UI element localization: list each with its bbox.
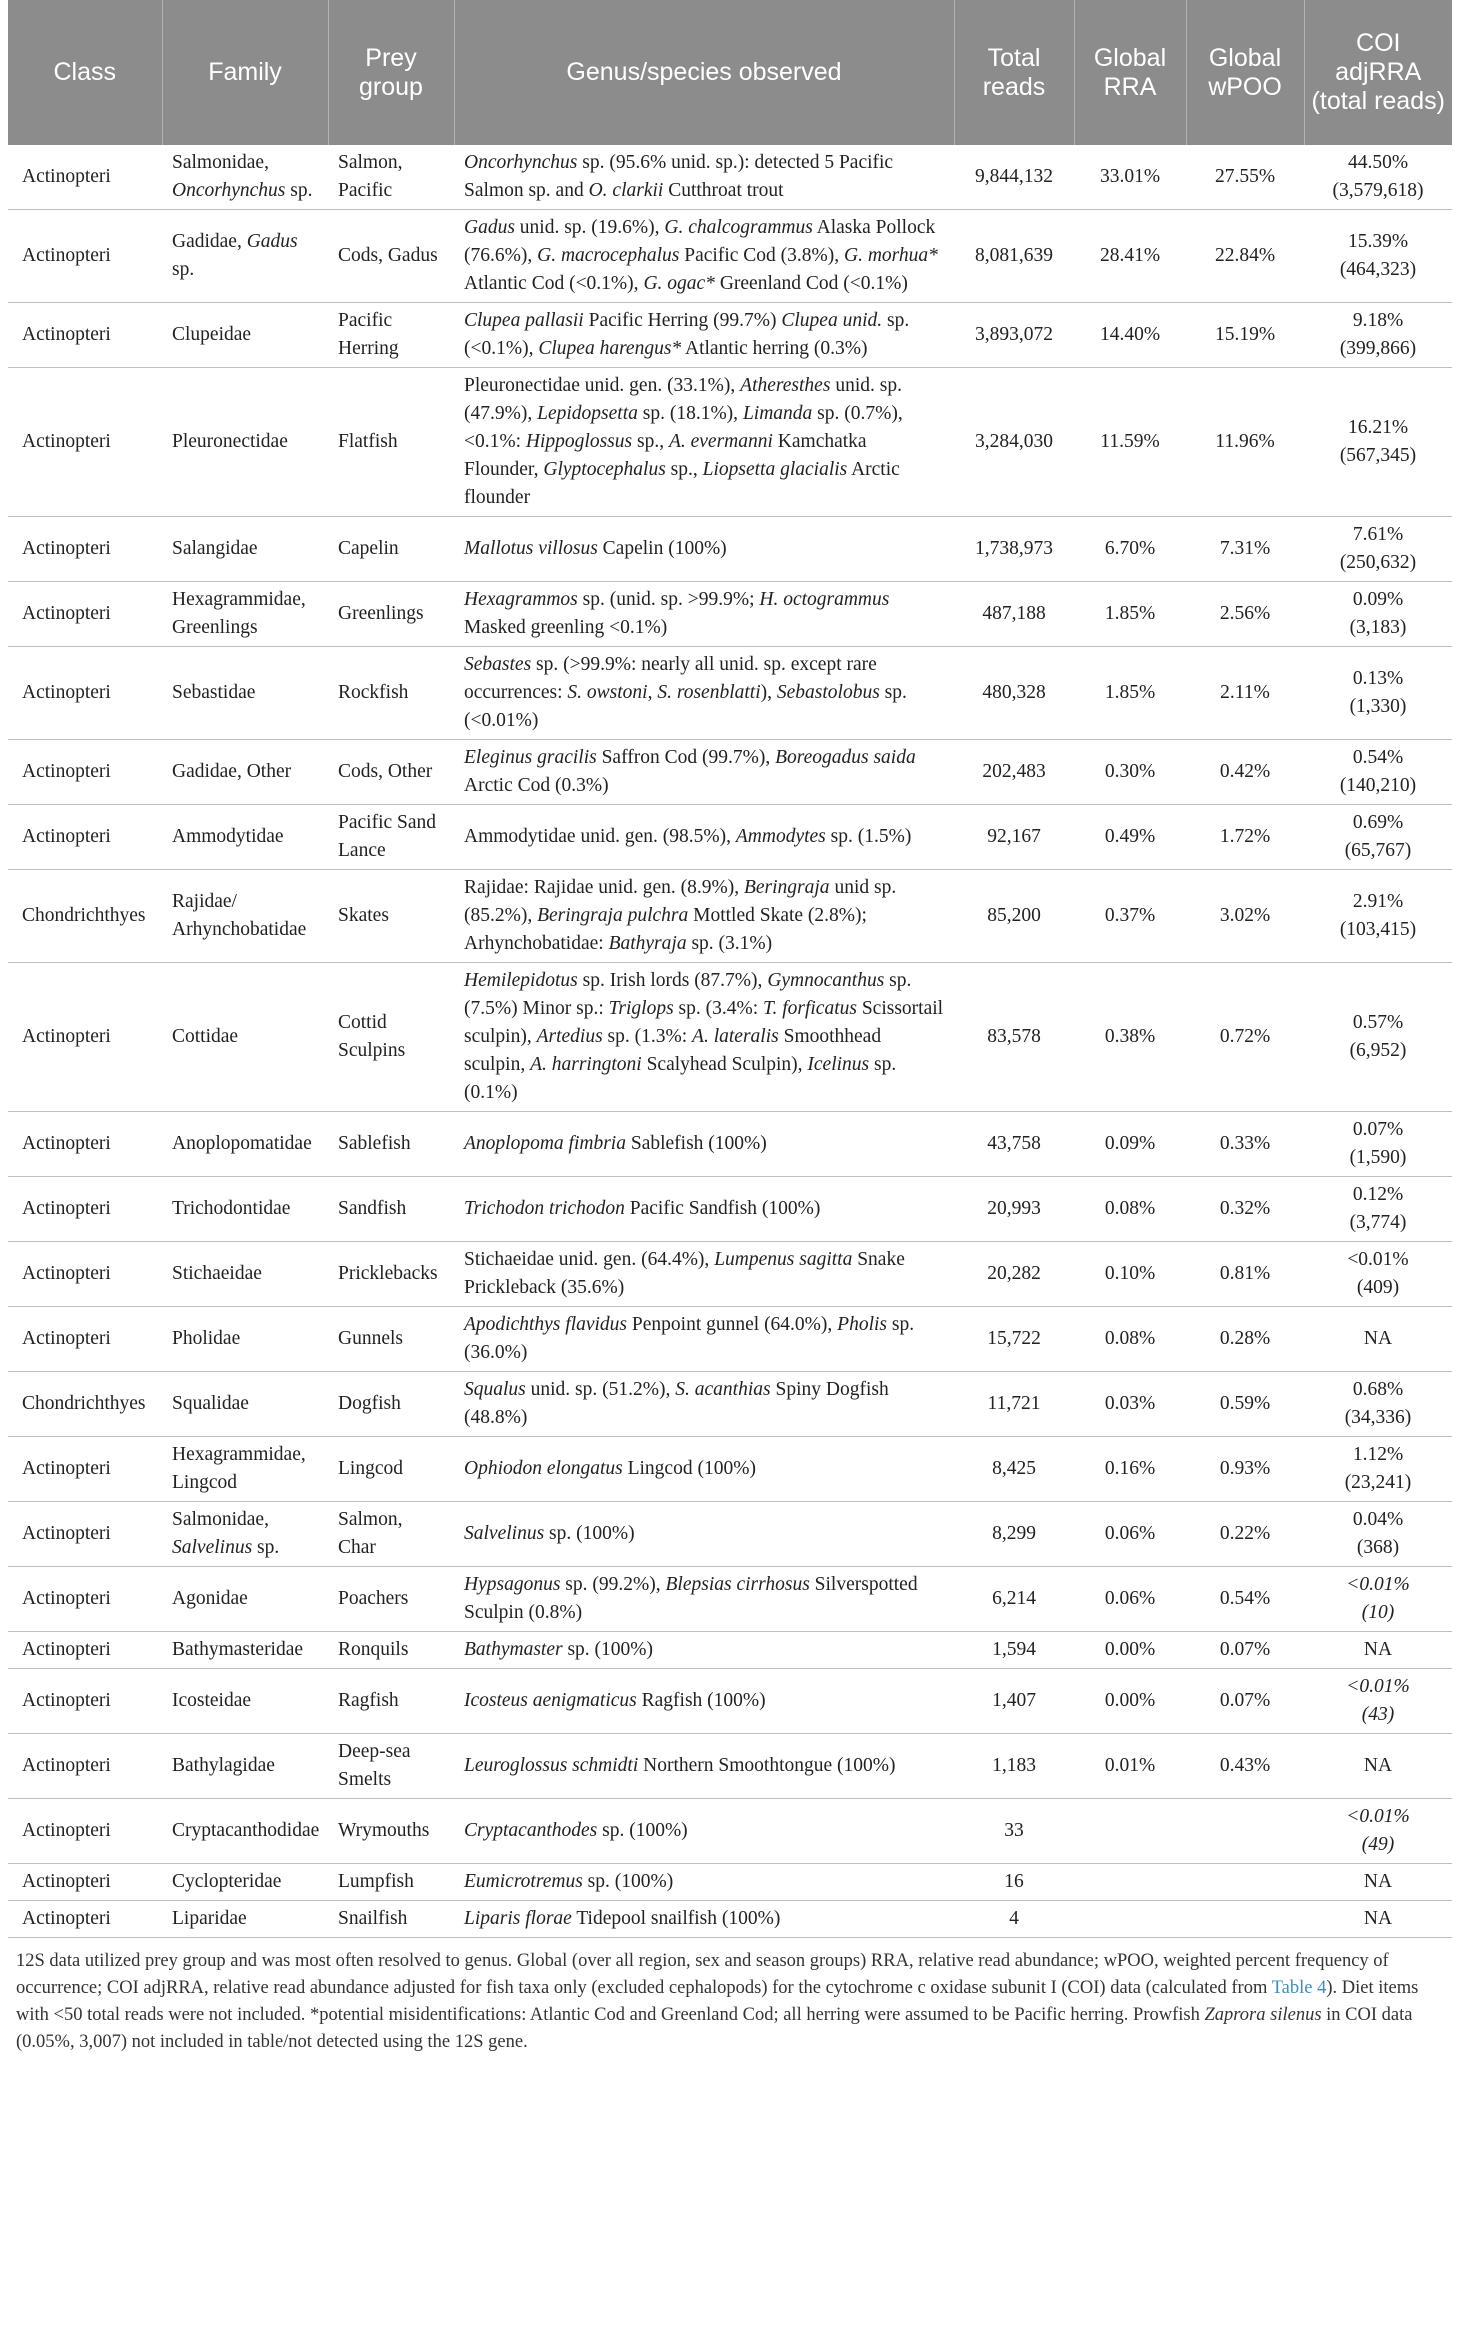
- prey-group-cell: Greenlings: [328, 582, 454, 647]
- global-rra-cell: 0.49%: [1074, 805, 1186, 870]
- global-rra-cell: [1074, 1864, 1186, 1901]
- coi-adjrra-value: 0.04%: [1352, 1509, 1404, 1530]
- family-cell: Icosteidae: [162, 1669, 328, 1734]
- col-header-family: Family: [162, 0, 328, 145]
- prey-group-cell: Deep-sea Smelts: [328, 1734, 454, 1799]
- coi-total-reads: (250,632): [1339, 552, 1417, 573]
- species-cell: Hexagrammos sp. (unid. sp. >99.9%; H. octogrammus Masked greenling <0.1%): [454, 582, 954, 647]
- table-row: [8, 1177, 1452, 1242]
- coi-total-reads: (34,336): [1344, 1407, 1412, 1428]
- global-rra-cell: [1074, 1901, 1186, 1938]
- table-row: [8, 368, 1452, 517]
- col-header-class: Class: [8, 0, 162, 145]
- prey-group-cell: Lingcod: [328, 1437, 454, 1502]
- prey-group-cell: Salmon, Char: [328, 1502, 454, 1567]
- global-rra-cell: 1.85%: [1074, 647, 1186, 740]
- col-header-coi-adjrra: COI adjRRA (total reads): [1304, 0, 1452, 145]
- global-rra-cell: 6.70%: [1074, 517, 1186, 582]
- family-cell: Salangidae: [162, 517, 328, 582]
- global-rra-cell: 0.06%: [1074, 1502, 1186, 1567]
- coi-adjrra-cell: [1304, 1799, 1452, 1864]
- coi-adjrra-cell: [1304, 368, 1452, 517]
- coi-adjrra-cell: [1304, 1112, 1452, 1177]
- class-cell: Actinopteri: [8, 963, 162, 1112]
- species-cell: Anoplopoma fimbria Sablefish (100%): [454, 1112, 954, 1177]
- global-rra-cell: 0.08%: [1074, 1307, 1186, 1372]
- table-row: [8, 740, 1452, 805]
- class-cell: Actinopteri: [8, 368, 162, 517]
- species-cell: Mallotus villosus Capelin (100%): [454, 517, 954, 582]
- footnote-prowfish-species: Zaprora silenus: [1204, 2005, 1322, 2025]
- coi-adjrra-value: 0.07%: [1352, 1119, 1404, 1140]
- coi-adjrra-cell: [1304, 1567, 1452, 1632]
- prey-group-cell: Ragfish: [328, 1669, 454, 1734]
- coi-total-reads: (3,183): [1349, 617, 1407, 638]
- coi-adjrra-value: NA: [1363, 1639, 1393, 1660]
- species-cell: Hypsagonus sp. (99.2%), Blepsias cirrhosus Silverspotted Sculpin (0.8%): [454, 1567, 954, 1632]
- prey-group-cell: Skates: [328, 870, 454, 963]
- coi-adjrra-value: <0.01%: [1347, 1249, 1409, 1270]
- coi-total-reads: (464,323): [1339, 259, 1417, 280]
- table-row: [8, 210, 1452, 303]
- table-row: [8, 1372, 1452, 1437]
- prey-group-cell: Pacific Sand Lance: [328, 805, 454, 870]
- col-header-global-wpoo: Global wPOO: [1186, 0, 1304, 145]
- prey-group-cell: Snailfish: [328, 1901, 454, 1938]
- prey-group-cell: Poachers: [328, 1567, 454, 1632]
- coi-adjrra-cell: [1304, 1669, 1452, 1734]
- total-reads-cell: 16: [954, 1864, 1074, 1901]
- species-cell: Sebastes sp. (>99.9%: nearly all unid. sp. except rare occurrences: S. owstoni, S. rosenblatti), Sebastolobus sp. (<0.01%): [454, 647, 954, 740]
- family-cell: Cottidae: [162, 963, 328, 1112]
- coi-adjrra-value: 0.68%: [1352, 1379, 1404, 1400]
- global-wpoo-cell: 2.11%: [1186, 647, 1304, 740]
- global-wpoo-cell: 0.07%: [1186, 1632, 1304, 1669]
- coi-adjrra-value: <0.01%: [1346, 1806, 1410, 1827]
- global-rra-cell: [1074, 1799, 1186, 1864]
- total-reads-cell: 4: [954, 1901, 1074, 1938]
- coi-adjrra-cell: [1304, 1242, 1452, 1307]
- col-header-total-reads: Total reads: [954, 0, 1074, 145]
- coi-total-reads: (409): [1356, 1277, 1400, 1298]
- family-cell: Ammodytidae: [162, 805, 328, 870]
- total-reads-cell: 20,993: [954, 1177, 1074, 1242]
- prey-group-cell: Gunnels: [328, 1307, 454, 1372]
- species-cell: Bathymaster sp. (100%): [454, 1632, 954, 1669]
- class-cell: Actinopteri: [8, 1669, 162, 1734]
- global-rra-cell: 0.30%: [1074, 740, 1186, 805]
- table-row: [8, 303, 1452, 368]
- coi-adjrra-value: NA: [1363, 1755, 1393, 1776]
- total-reads-cell: 6,214: [954, 1567, 1074, 1632]
- class-cell: Actinopteri: [8, 1177, 162, 1242]
- family-cell: Bathylagidae: [162, 1734, 328, 1799]
- global-wpoo-cell: [1186, 1901, 1304, 1938]
- coi-adjrra-value: 0.69%: [1352, 812, 1404, 833]
- family-cell: Pholidae: [162, 1307, 328, 1372]
- table-row: [8, 1437, 1452, 1502]
- coi-adjrra-cell: [1304, 1307, 1452, 1372]
- global-rra-cell: 28.41%: [1074, 210, 1186, 303]
- coi-adjrra-cell: [1304, 1502, 1452, 1567]
- global-rra-cell: 0.08%: [1074, 1177, 1186, 1242]
- global-wpoo-cell: [1186, 1799, 1304, 1864]
- coi-total-reads: (10): [1361, 1602, 1395, 1623]
- coi-adjrra-cell: [1304, 740, 1452, 805]
- class-cell: Actinopteri: [8, 1567, 162, 1632]
- global-wpoo-cell: 27.55%: [1186, 145, 1304, 210]
- family-cell: Salmonidae, Oncorhynchus sp.: [162, 145, 328, 210]
- coi-adjrra-cell: [1304, 517, 1452, 582]
- global-rra-cell: 0.10%: [1074, 1242, 1186, 1307]
- species-cell: Leuroglossus schmidti Northern Smoothtongue (100%): [454, 1734, 954, 1799]
- col-header-species: Genus/species observed: [454, 0, 954, 145]
- species-cell: Oncorhynchus sp. (95.6% unid. sp.): detected 5 Pacific Salmon sp. and O. clarkii Cutthroat trout: [454, 145, 954, 210]
- coi-adjrra-value: 15.39%: [1347, 231, 1409, 252]
- total-reads-cell: 83,578: [954, 963, 1074, 1112]
- prey-group-cell: Wrymouths: [328, 1799, 454, 1864]
- coi-adjrra-cell: [1304, 870, 1452, 963]
- coi-adjrra-value: 0.57%: [1352, 1012, 1404, 1033]
- global-wpoo-cell: 0.43%: [1186, 1734, 1304, 1799]
- prey-group-cell: Pricklebacks: [328, 1242, 454, 1307]
- prey-group-cell: Sandfish: [328, 1177, 454, 1242]
- global-rra-cell: 0.16%: [1074, 1437, 1186, 1502]
- total-reads-cell: 9,844,132: [954, 145, 1074, 210]
- coi-total-reads: (43): [1361, 1704, 1395, 1725]
- family-cell: Cryptacanthodidae: [162, 1799, 328, 1864]
- table-4-link[interactable]: Table 4: [1271, 1978, 1327, 1998]
- global-wpoo-cell: 0.93%: [1186, 1437, 1304, 1502]
- coi-adjrra-cell: [1304, 1437, 1452, 1502]
- species-cell: Eumicrotremus sp. (100%): [454, 1864, 954, 1901]
- table-row: [8, 870, 1452, 963]
- prey-group-cell: Sablefish: [328, 1112, 454, 1177]
- coi-adjrra-value: <0.01%: [1346, 1676, 1410, 1697]
- family-cell: Trichodontidae: [162, 1177, 328, 1242]
- class-cell: Actinopteri: [8, 647, 162, 740]
- global-wpoo-cell: 0.81%: [1186, 1242, 1304, 1307]
- class-cell: Actinopteri: [8, 1901, 162, 1938]
- table-row: [8, 1502, 1452, 1567]
- coi-total-reads: (23,241): [1344, 1472, 1412, 1493]
- family-cell: Pleuronectidae: [162, 368, 328, 517]
- col-header-global-rra: Global RRA: [1074, 0, 1186, 145]
- global-rra-cell: 0.03%: [1074, 1372, 1186, 1437]
- global-wpoo-cell: 3.02%: [1186, 870, 1304, 963]
- prey-table: [8, 0, 1452, 1938]
- family-cell: Stichaeidae: [162, 1242, 328, 1307]
- coi-adjrra-cell: [1304, 1632, 1452, 1669]
- prey-group-cell: Ronquils: [328, 1632, 454, 1669]
- footnote-text-1: 12S data utilized prey group and was most often resolved to genus. Global (over all region, sex and season groups) RRA, relative read abundance; wPOO, weighted percent frequency of occurrence; COI adjRRA, relative read abundance adjusted for fish taxa only (excluded cephalopods) for the cytochrome c oxidase subunit I (COI) data (calculated from: [16, 1951, 1389, 1998]
- table-row: [8, 1734, 1452, 1799]
- coi-adjrra-value: 0.13%: [1352, 668, 1404, 689]
- prey-group-cell: Cottid Sculpins: [328, 963, 454, 1112]
- table-row: [8, 805, 1452, 870]
- global-wpoo-cell: [1186, 1864, 1304, 1901]
- family-cell: Bathymasteridae: [162, 1632, 328, 1669]
- species-cell: Cryptacanthodes sp. (100%): [454, 1799, 954, 1864]
- class-cell: Actinopteri: [8, 210, 162, 303]
- coi-adjrra-cell: [1304, 1901, 1452, 1938]
- class-cell: Actinopteri: [8, 1242, 162, 1307]
- family-cell: Gadidae, Other: [162, 740, 328, 805]
- class-cell: Actinopteri: [8, 805, 162, 870]
- coi-total-reads: (3,774): [1349, 1212, 1407, 1233]
- total-reads-cell: 3,893,072: [954, 303, 1074, 368]
- footnote-text-2: ). Diet items with <50 total reads were not included. *potential misidentifications: Atlantic Cod and Greenland Cod; all herring were assumed to be Pacific herring. Prowfish: [16, 1978, 1419, 2025]
- global-wpoo-cell: 15.19%: [1186, 303, 1304, 368]
- table-row: [8, 1632, 1452, 1669]
- prey-group-cell: Salmon, Pacific: [328, 145, 454, 210]
- coi-total-reads: (49): [1361, 1834, 1395, 1855]
- global-wpoo-cell: 0.42%: [1186, 740, 1304, 805]
- family-cell: Anoplopomatidae: [162, 1112, 328, 1177]
- table-row: [8, 1864, 1452, 1901]
- species-cell: Rajidae: Rajidae unid. gen. (8.9%), Beringraja unid sp. (85.2%), Beringraja pulchra Mottled Skate (2.8%); Arhynchobatidae: Bathyraja sp. (3.1%): [454, 870, 954, 963]
- family-cell: Hexagrammidae, Greenlings: [162, 582, 328, 647]
- species-cell: Pleuronectidae unid. gen. (33.1%), Atheresthes unid. sp. (47.9%), Lepidopsetta sp. (18.1%), Limanda sp. (0.7%), <0.1%: Hippoglossus sp., A. evermanni Kamchatka Flounder, Glyptocephalus sp., Liopsetta glacialis Arctic flounder: [454, 368, 954, 517]
- species-cell: Stichaeidae unid. gen. (64.4%), Lumpenus sagitta Snake Prickleback (35.6%): [454, 1242, 954, 1307]
- prey-group-cell: Cods, Gadus: [328, 210, 454, 303]
- coi-adjrra-value: NA: [1363, 1871, 1393, 1892]
- total-reads-cell: 20,282: [954, 1242, 1074, 1307]
- coi-adjrra-value: 9.18%: [1352, 310, 1404, 331]
- coi-adjrra-value: NA: [1363, 1908, 1393, 1929]
- coi-adjrra-cell: [1304, 1864, 1452, 1901]
- class-cell: Actinopteri: [8, 1437, 162, 1502]
- species-cell: Hemilepidotus sp. Irish lords (87.7%), Gymnocanthus sp. (7.5%) Minor sp.: Triglops sp. (3.4%: T. forficatus Scissortail sculpin), Artedius sp. (1.3%: A. lateralis Smoothhead sculpin, A. harringtoni Scalyhead Sculpin), Icelinus sp. (0.1%): [454, 963, 954, 1112]
- coi-total-reads: (567,345): [1339, 445, 1417, 466]
- coi-adjrra-value: 7.61%: [1352, 524, 1404, 545]
- family-cell: Sebastidae: [162, 647, 328, 740]
- table-row: [8, 1242, 1452, 1307]
- class-cell: Actinopteri: [8, 582, 162, 647]
- global-rra-cell: 33.01%: [1074, 145, 1186, 210]
- coi-adjrra-cell: [1304, 303, 1452, 368]
- prey-group-cell: Dogfish: [328, 1372, 454, 1437]
- table-row: [8, 145, 1452, 210]
- coi-adjrra-cell: [1304, 1734, 1452, 1799]
- coi-total-reads: (3,579,618): [1332, 180, 1424, 201]
- global-wpoo-cell: 11.96%: [1186, 368, 1304, 517]
- prey-group-cell: Cods, Other: [328, 740, 454, 805]
- header-row: [8, 0, 1452, 145]
- class-cell: Actinopteri: [8, 1799, 162, 1864]
- table-row: [8, 1112, 1452, 1177]
- global-rra-cell: 14.40%: [1074, 303, 1186, 368]
- table-row: [8, 1901, 1452, 1938]
- class-cell: Chondrichthyes: [8, 1372, 162, 1437]
- coi-adjrra-value: 1.12%: [1352, 1444, 1404, 1465]
- species-cell: Liparis florae Tidepool snailfish (100%): [454, 1901, 954, 1938]
- global-rra-cell: 0.00%: [1074, 1669, 1186, 1734]
- global-rra-cell: 0.06%: [1074, 1567, 1186, 1632]
- table-row: [8, 647, 1452, 740]
- global-rra-cell: 0.38%: [1074, 963, 1186, 1112]
- total-reads-cell: 1,183: [954, 1734, 1074, 1799]
- coi-adjrra-value: 16.21%: [1347, 417, 1409, 438]
- table-row: [8, 517, 1452, 582]
- family-cell: Salmonidae, Salvelinus sp.: [162, 1502, 328, 1567]
- table-row: [8, 1307, 1452, 1372]
- total-reads-cell: 480,328: [954, 647, 1074, 740]
- coi-adjrra-cell: [1304, 1177, 1452, 1242]
- total-reads-cell: 1,594: [954, 1632, 1074, 1669]
- coi-adjrra-cell: [1304, 145, 1452, 210]
- class-cell: Actinopteri: [8, 1502, 162, 1567]
- global-wpoo-cell: 22.84%: [1186, 210, 1304, 303]
- class-cell: Actinopteri: [8, 740, 162, 805]
- global-wpoo-cell: 0.54%: [1186, 1567, 1304, 1632]
- global-wpoo-cell: 2.56%: [1186, 582, 1304, 647]
- total-reads-cell: 92,167: [954, 805, 1074, 870]
- table-row: [8, 1669, 1452, 1734]
- coi-total-reads: (103,415): [1339, 919, 1417, 940]
- family-cell: Clupeidae: [162, 303, 328, 368]
- total-reads-cell: 8,425: [954, 1437, 1074, 1502]
- total-reads-cell: 11,721: [954, 1372, 1074, 1437]
- family-cell: Agonidae: [162, 1567, 328, 1632]
- coi-adjrra-cell: [1304, 963, 1452, 1112]
- class-cell: Actinopteri: [8, 145, 162, 210]
- class-cell: Chondrichthyes: [8, 870, 162, 963]
- coi-adjrra-value: NA: [1363, 1328, 1393, 1349]
- coi-adjrra-cell: [1304, 647, 1452, 740]
- global-rra-cell: 11.59%: [1074, 368, 1186, 517]
- coi-adjrra-value: 44.50%: [1347, 152, 1409, 173]
- family-cell: Liparidae: [162, 1901, 328, 1938]
- family-cell: Rajidae/ Arhynchobatidae: [162, 870, 328, 963]
- prey-group-cell: Rockfish: [328, 647, 454, 740]
- coi-adjrra-cell: [1304, 1372, 1452, 1437]
- class-cell: Actinopteri: [8, 1734, 162, 1799]
- global-rra-cell: 1.85%: [1074, 582, 1186, 647]
- coi-adjrra-value: 0.54%: [1352, 747, 1404, 768]
- coi-total-reads: (399,866): [1339, 338, 1417, 359]
- prey-group-cell: Capelin: [328, 517, 454, 582]
- global-rra-cell: 0.00%: [1074, 1632, 1186, 1669]
- table-row: [8, 963, 1452, 1112]
- global-rra-cell: 0.01%: [1074, 1734, 1186, 1799]
- coi-total-reads: (368): [1356, 1537, 1400, 1558]
- class-cell: Actinopteri: [8, 303, 162, 368]
- global-wpoo-cell: 0.33%: [1186, 1112, 1304, 1177]
- global-wpoo-cell: 0.32%: [1186, 1177, 1304, 1242]
- coi-adjrra-value: 0.12%: [1352, 1184, 1404, 1205]
- family-cell: Squalidae: [162, 1372, 328, 1437]
- species-cell: Icosteus aenigmaticus Ragfish (100%): [454, 1669, 954, 1734]
- total-reads-cell: 15,722: [954, 1307, 1074, 1372]
- species-cell: Apodichthys flavidus Penpoint gunnel (64.0%), Pholis sp. (36.0%): [454, 1307, 954, 1372]
- global-wpoo-cell: 1.72%: [1186, 805, 1304, 870]
- species-cell: Squalus unid. sp. (51.2%), S. acanthias Spiny Dogfish (48.8%): [454, 1372, 954, 1437]
- species-cell: Trichodon trichodon Pacific Sandfish (100%): [454, 1177, 954, 1242]
- species-cell: Ammodytidae unid. gen. (98.5%), Ammodytes sp. (1.5%): [454, 805, 954, 870]
- global-wpoo-cell: 0.22%: [1186, 1502, 1304, 1567]
- global-wpoo-cell: 7.31%: [1186, 517, 1304, 582]
- class-cell: Actinopteri: [8, 517, 162, 582]
- class-cell: Actinopteri: [8, 1307, 162, 1372]
- total-reads-cell: 1,738,973: [954, 517, 1074, 582]
- table-row: [8, 1567, 1452, 1632]
- total-reads-cell: 202,483: [954, 740, 1074, 805]
- coi-adjrra-cell: [1304, 582, 1452, 647]
- coi-adjrra-value: 2.91%: [1352, 891, 1404, 912]
- class-cell: Actinopteri: [8, 1112, 162, 1177]
- global-rra-cell: 0.09%: [1074, 1112, 1186, 1177]
- coi-adjrra-value: <0.01%: [1346, 1574, 1410, 1595]
- table-row: [8, 582, 1452, 647]
- global-wpoo-cell: 0.59%: [1186, 1372, 1304, 1437]
- class-cell: Actinopteri: [8, 1864, 162, 1901]
- coi-adjrra-cell: [1304, 805, 1452, 870]
- family-cell: Cyclopteridae: [162, 1864, 328, 1901]
- total-reads-cell: 85,200: [954, 870, 1074, 963]
- prey-group-cell: Flatfish: [328, 368, 454, 517]
- total-reads-cell: 487,188: [954, 582, 1074, 647]
- footnote-text-3: in COI data (0.05%, 3,007) not included in table/not detected using the 12S gene.: [16, 2005, 1413, 2052]
- prey-group-cell: Lumpfish: [328, 1864, 454, 1901]
- species-cell: Eleginus gracilis Saffron Cod (99.7%), Boreogadus saida Arctic Cod (0.3%): [454, 740, 954, 805]
- global-wpoo-cell: 0.28%: [1186, 1307, 1304, 1372]
- global-wpoo-cell: 0.07%: [1186, 1669, 1304, 1734]
- total-reads-cell: 1,407: [954, 1669, 1074, 1734]
- total-reads-cell: 33: [954, 1799, 1074, 1864]
- total-reads-cell: 8,081,639: [954, 210, 1074, 303]
- total-reads-cell: 43,758: [954, 1112, 1074, 1177]
- family-cell: Hexagrammidae, Lingcod: [162, 1437, 328, 1502]
- global-wpoo-cell: 0.72%: [1186, 963, 1304, 1112]
- table-footnote: [16, 1948, 1444, 2056]
- species-cell: Clupea pallasii Pacific Herring (99.7%) Clupea unid. sp. (<0.1%), Clupea harengus* Atlantic herring (0.3%): [454, 303, 954, 368]
- coi-total-reads: (6,952): [1349, 1040, 1407, 1061]
- species-cell: Salvelinus sp. (100%): [454, 1502, 954, 1567]
- coi-total-reads: (1,590): [1349, 1147, 1407, 1168]
- family-cell: Gadidae, Gadus sp.: [162, 210, 328, 303]
- total-reads-cell: 3,284,030: [954, 368, 1074, 517]
- coi-adjrra-cell: [1304, 210, 1452, 303]
- coi-total-reads: (1,330): [1349, 696, 1407, 717]
- global-rra-cell: 0.37%: [1074, 870, 1186, 963]
- species-cell: Gadus unid. sp. (19.6%), G. chalcogrammus Alaska Pollock (76.6%), G. macrocephalus Pacific Cod (3.8%), G. morhua* Atlantic Cod (<0.1%), G. ogac* Greenland Cod (<0.1%): [454, 210, 954, 303]
- total-reads-cell: 8,299: [954, 1502, 1074, 1567]
- species-cell: Ophiodon elongatus Lingcod (100%): [454, 1437, 954, 1502]
- col-header-prey-group: Prey group: [328, 0, 454, 145]
- coi-total-reads: (65,767): [1344, 840, 1412, 861]
- table-row: [8, 1799, 1452, 1864]
- coi-total-reads: (140,210): [1339, 775, 1417, 796]
- table-body: [8, 145, 1452, 1938]
- prey-group-cell: Pacific Herring: [328, 303, 454, 368]
- class-cell: Actinopteri: [8, 1632, 162, 1669]
- coi-adjrra-value: 0.09%: [1352, 589, 1404, 610]
